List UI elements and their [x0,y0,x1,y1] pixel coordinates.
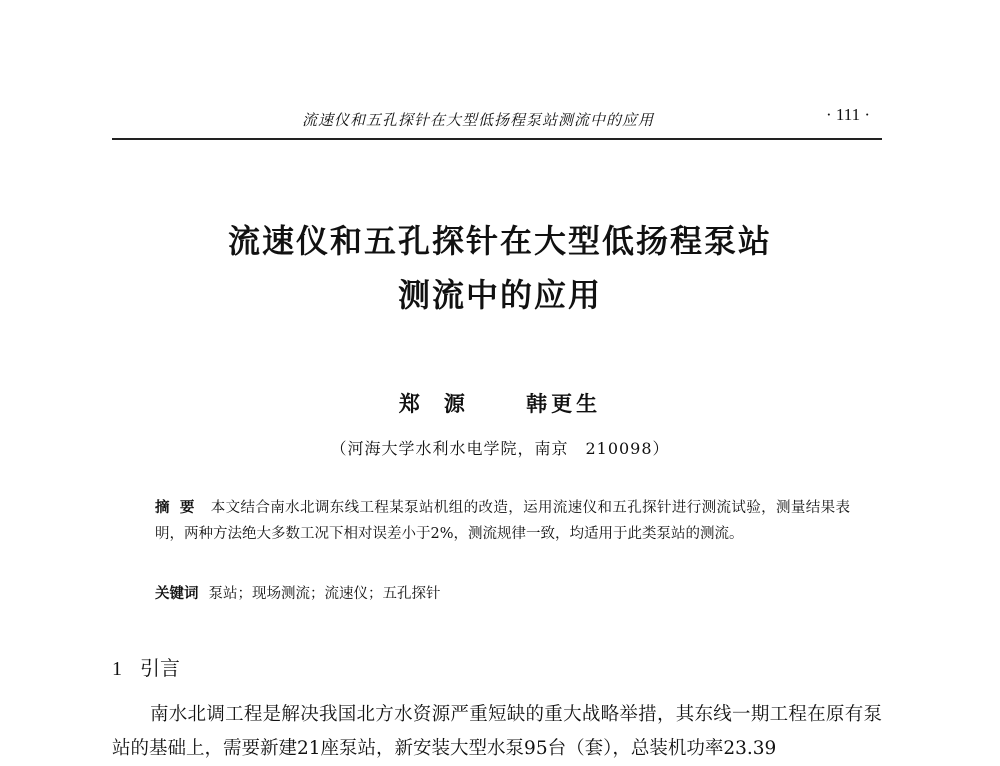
author-list [0,388,1000,418]
section-title: 引言 [140,656,180,680]
keywords-text: 泵站；现场测流；流速仪；五孔探针 [208,586,441,602]
running-title: 流速仪和五孔探针在大型低扬程泵站测流中的应用 [302,111,655,129]
title-line-1: 流速仪和五孔探针在大型低扬程泵站 [227,222,772,260]
paper-title [100,214,900,322]
body-paragraph: 南水北调工程是解决我国北方水资源严重短缺的重大战略举措，其东线一期工程在原有泵站的基础上，需要新建21座泵站，新安装大型水泵95台（套），总装机功率23.39 [112,704,882,759]
section-heading [112,652,180,681]
keywords [155,582,850,606]
abstract [155,495,850,547]
running-header [112,103,882,133]
section-number: 1 [112,658,122,680]
author-name: 郑源 [398,391,489,416]
abstract-label: 摘要 [155,499,205,516]
header-rule [112,138,882,140]
title-line-2: 测流中的应用 [397,276,602,314]
page-number: · 111 · [825,105,870,124]
abstract-text: 本文结合南水北调东线工程某泵站机组的改造，运用流速仪和五孔探针进行测流试验，测量结果表明，两种方法绝大多数工况下相对误差小于2%，测流规律一致，均适用于此类泵站的测流。 [155,500,850,542]
keywords-label: 关键词 [155,585,199,602]
author-name: 韩更生 [526,391,602,416]
affiliation: （河海大学水利水电学院，南京 210098） [330,439,670,458]
